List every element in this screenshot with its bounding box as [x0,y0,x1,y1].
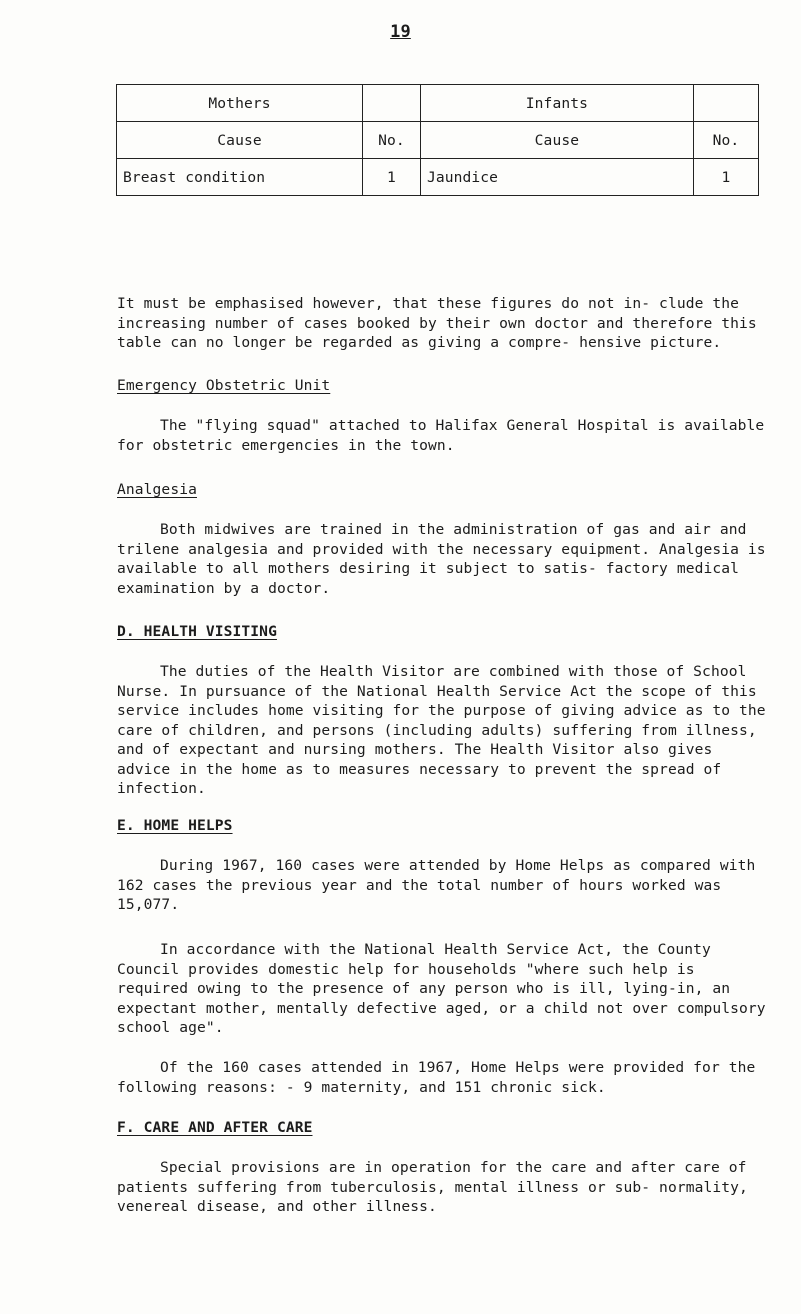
mother-no-cell: 1 [363,159,421,196]
care-paragraph: Special provisions are in operation for the care and after care of patients suffering from tuberculosis, mental illness or sub- normality, venereal disease, and other illness. [117,1159,748,1215]
emergency-paragraph: The "flying squad" attached to Halifax General Hospital is available for obstetric emergencies in the town. [117,417,765,454]
infant-no-header: No. [693,122,758,159]
health-visiting-paragraph: The duties of the Health Visitor are combined with those of School Nurse. In pursuance of the National Health Service Act the scope of this service includes home visiting for the purpose of giving advice as to the care of children, and persons (including adults) suffering from illness, and of expectant and nursing mothers. The Health Visitor also gives advice in the home as to measures necessary to prevent the spread of infection. [117,663,766,797]
mother-no-header: No. [363,122,421,159]
care-heading: F. CARE AND AFTER CARE [117,1119,313,1136]
home-helps-paragraph-2: In accordance with the National Health Service Act, the County Council provides domestic help for households "where such help is required owing to the presence of any person who is ill, lying-in, an expectant mother, mentally defective aged, or a child not over compulsory school age". [117,941,766,1036]
emergency-heading: Emergency Obstetric Unit [117,377,331,394]
infant-cause-cell: Jaundice [420,159,693,196]
analgesia-paragraph: Both midwives are trained in the administration of gas and air and trilene analgesia and provided with the necessary equipment. Analgesia is available to all mothers desiring it subject to satis- factory medical examination by a doctor. [117,521,766,597]
analgesia-heading: Analgesia [117,481,197,498]
health-visiting-heading: D. HEALTH VISITING [117,623,277,640]
mother-cause-header: Cause [117,122,363,159]
infant-cause-header: Cause [420,122,693,159]
page-number: 19 [390,22,411,42]
home-helps-paragraph-3: Of the 160 cases attended in 1967, Home Helps were provided for the following reasons: - 9 maternity, and 151 chronic sick. [117,1059,756,1096]
home-helps-heading: E. HOME HELPS [117,817,233,834]
infant-no-cell: 1 [693,159,758,196]
cases-table [116,84,759,196]
table-note-paragraph: It must be emphasised however, that these figures do not in- clude the increasing number of cases booked by their own doctor and therefore this table can no longer be regarded as giving a compre- hensive picture. [117,295,757,351]
empty-header-cell [693,85,758,122]
empty-header-cell [363,85,421,122]
table-column-header-row [117,122,759,159]
table-group-header-row [117,85,759,122]
infants-header: Infants [420,85,693,122]
mother-cause-cell: Breast condition [117,159,363,196]
table-row [117,159,759,196]
mothers-header: Mothers [117,85,363,122]
home-helps-paragraph-1: During 1967, 160 cases were attended by Home Helps as compared with 162 cases the previous year and the total number of hours worked was 15,077. [117,857,756,913]
